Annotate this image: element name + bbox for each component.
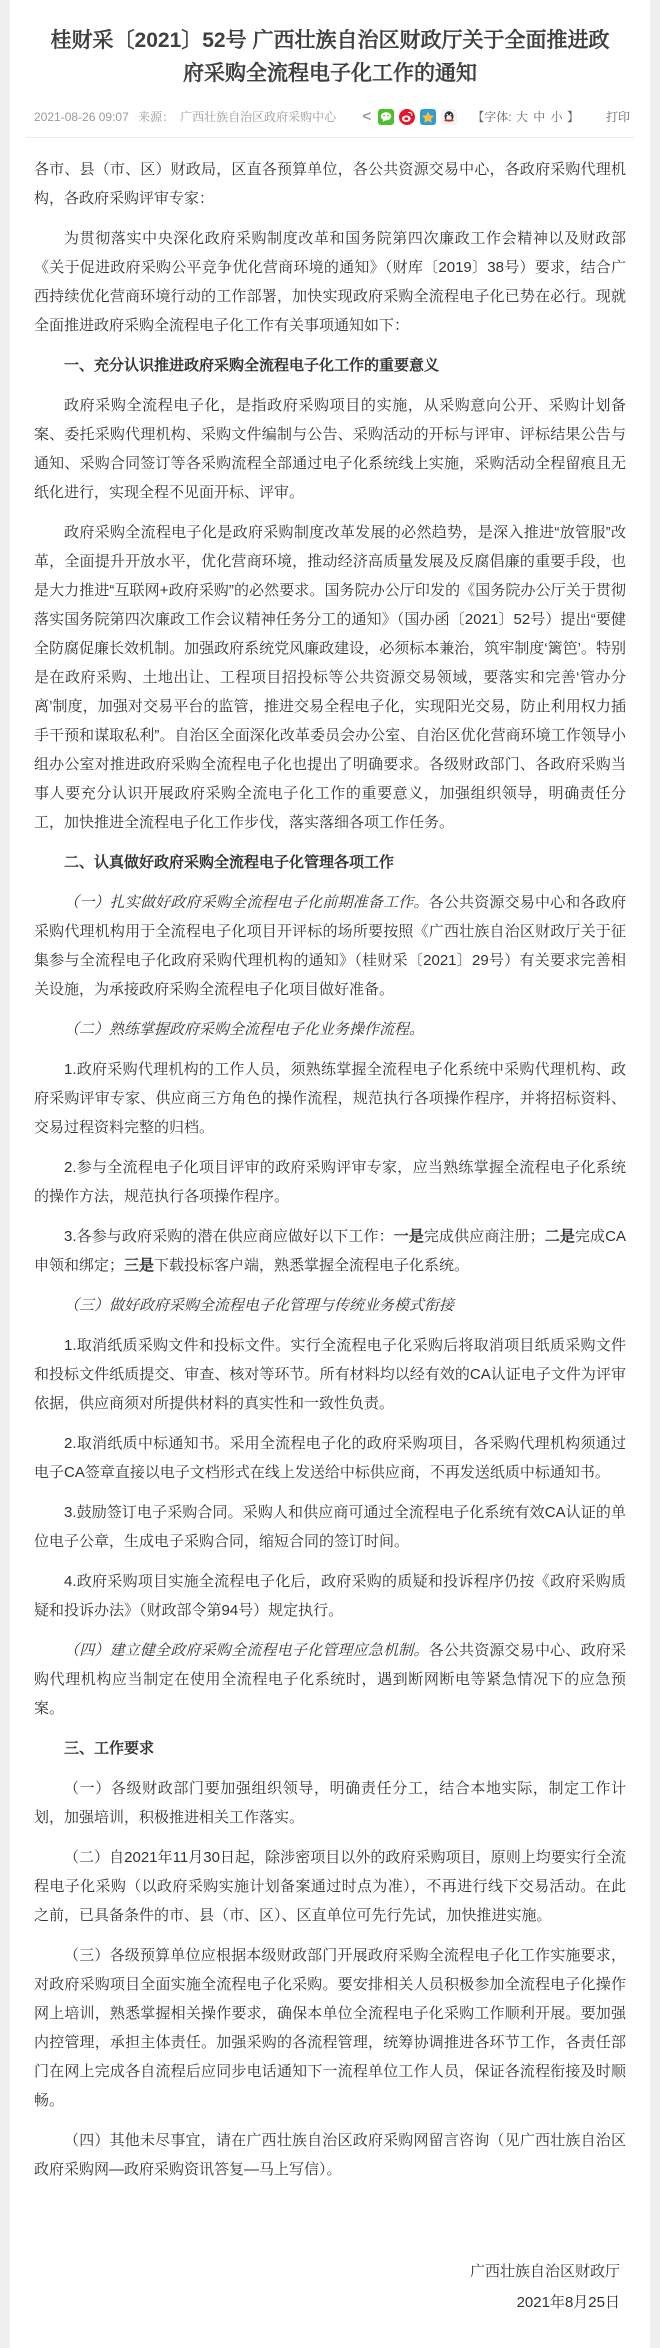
font-size-medium[interactable]: 中 [533, 110, 546, 124]
text-segment: 二是 [544, 1228, 575, 1245]
text-segment: 完成CA申领和绑定； [34, 1228, 626, 1274]
article-page [10, 0, 650, 2348]
text-segment: 二、认真做好政府采购全流程电子化管理各项工作 [64, 854, 395, 871]
paragraph [34, 1331, 626, 1418]
publish-date: 2021-08-26 09:07 [34, 110, 129, 124]
text-segment: （四）其他未尽事宜，请在广西壮族自治区政府采购网留言咨询（见广西壮族自治区政府采购网—政府采购资讯答复—马上写信）。 [34, 2132, 626, 2178]
text-segment: 政府采购全流程电子化是政府采购制度改革发展的必然趋势，是深入推进“放管服”改革，全面提升开放水平，优化营商环境，推动经济高质量发展及反腐倡廉的重要手段，也是大力推进“互联网+政府采购”的必然要求。国务院办公厅印发的《国务院办公厅关于贯彻落实国务院第四次廉政工作会议精神任务分工的通知》（国办函〔2021〕52号）提出“要健全防腐促廉长效机制。加强政府系统党风廉政建设，必须标本兼治，筑牢制度‘篱笆’。特别是在政府采购、土地出让、工程项目招投标等公共资源交易领域，要落实和完善‘管办分离’制度，加强对交易平台的监管，推进交易全程电子化，实现阳光交易，防止利用权力插手干预和谋取私利”。自治区全面深化改革委员会办公室、自治区优化营商环境工作领导小组办公室对推进政府采购全流程电子化也提出了明确要求。各级财政部门、各政府采购当事人要充分认识开展政府采购全流电子化工作的重要意义，加强组织领导，明确责任分工，加快推进全流程电子化工作步伐，落实落细各项工作任务。 [34, 524, 626, 831]
meta-info [34, 108, 342, 125]
paragraph [34, 1055, 626, 1142]
source-value: 广西壮族自治区政府采购中心 [180, 110, 337, 124]
text-segment: 一是 [393, 1228, 424, 1245]
paragraph [34, 888, 626, 1004]
paragraph [34, 224, 626, 340]
signature-block [26, 2256, 634, 2318]
text-segment: 政府采购全流程电子化，是指政府采购项目的实施，从采购意向公开、采购计划备案、委托采购代理机构、采购文件编制与公告、采购活动的开标与评审、评标结果公告与通知、采购合同签订等各采购流程全部通过电子化系统线上实施，采购活动全程留痕且无纸化进行，实现全程不见面开标、评审。 [34, 397, 626, 501]
signature-org: 广西壮族自治区财政厅 [469, 2263, 620, 2280]
weibo-icon[interactable] [399, 109, 415, 125]
qq-icon[interactable] [441, 109, 457, 125]
qzone-icon[interactable] [420, 109, 436, 125]
font-widget-suffix: 】 [566, 110, 579, 124]
text-segment: 三、工作要求 [64, 1740, 155, 1757]
font-widget-prefix: 【字体: [472, 110, 512, 124]
text-segment: 4.政府采购项目实施全流程电子化后，政府采购的质疑和投诉程序仍按《政府采购质疑和投诉办法》（财政部令第94号）规定执行。 [34, 1573, 626, 1619]
paragraph [34, 1941, 626, 2115]
text-segment: 2.参与全流程电子化项目评审的政府采购评审专家，应当熟练掌握全流程电子化系统的操作方法，规范执行各项操作程序。 [34, 1159, 626, 1205]
paragraph [34, 1222, 626, 1280]
paragraph [34, 518, 626, 837]
font-size-small[interactable]: 小 [550, 110, 563, 124]
paragraph [34, 155, 626, 213]
paragraph [34, 1429, 626, 1487]
paragraph [34, 1843, 626, 1930]
paragraph [34, 1153, 626, 1211]
text-segment: 完成供应商注册； [423, 1228, 545, 1245]
paragraph [34, 1015, 626, 1044]
text-segment: 2.取消纸质中标通知书。采用全流程电子化的政府采购项目，各采购代理机构须通过电子CA签章直接以电子文档形式在线上发送给中标供应商，不再发送纸质中标通知书。 [34, 1435, 626, 1481]
paragraph [34, 1291, 626, 1320]
paragraph [34, 1498, 626, 1556]
section-heading [34, 1734, 626, 1763]
text-segment: 各市、县（市、区）财政局，区直各预算单位，各公共资源交易中心，各政府采购代理机构，各政府采购评审专家： [34, 161, 626, 207]
text-segment: 3.鼓励签订电子采购合同。采购人和供应商可通过全流程电子化系统有效CA认证的单位电子公章，生成电子采购合同，缩短合同的签订时间。 [34, 1504, 626, 1550]
text-segment: （三）各级预算单位应根据本级财政部门开展政府采购全流程电子化工作实施要求，对政府采购项目全面实施全流程电子化采购。要安排相关人员积极参加全流程电子化操作网上培训，熟悉掌握相关操作要求，确保本单位全流程电子化采购工作顺利开展。要加强内控管理，承担主体责任。加强采购的各流程管理，统筹协调推进各环节工作，各责任部门在网上完成各自流程后应同步电话通知下一流程单位工作人员，保证各流程衔接及时顺畅。 [34, 1947, 626, 2109]
text-segment: 1.取消纸质采购文件和投标文件。实行全流程电子化采购后将取消项目纸质采购文件和投标文件纸质提交、审查、核对等环节。所有材料均以经有效的CA认证电子文件为评审依据，供应商须对所提供材料的真实性和一致性负责。 [34, 1337, 626, 1412]
print-button[interactable]: 打印 [605, 110, 630, 124]
section-heading [34, 848, 626, 877]
source-label: 来源： [138, 110, 175, 124]
text-segment: 一、充分认识推进政府采购全流程电子化工作的重要意义 [64, 357, 440, 374]
share-arrow-icon[interactable]: < [362, 108, 372, 125]
text-segment: 三是 [124, 1257, 155, 1274]
section-heading [34, 351, 626, 380]
paragraph [34, 1567, 626, 1625]
meta-bar [26, 104, 634, 138]
text-segment: （三）做好政府采购全流程电子化管理与传统业务模式衔接 [64, 1296, 455, 1314]
article-body [26, 138, 634, 2184]
text-segment: 3.各参与政府采购的潜在供应商应做好以下工作： [64, 1228, 394, 1245]
paragraph [34, 391, 626, 507]
signature-date: 2021年8月25日 [516, 2294, 620, 2311]
page-title: 桂财采〔2021〕52号 广西壮族自治区财政厅关于全面推进政府采购全流程电子化工作的通知 [50, 29, 610, 85]
text-segment: （一）扎实做好政府采购全流程电子化前期准备工作。 [64, 893, 429, 911]
font-size-large[interactable]: 大 [515, 110, 528, 124]
text-segment: 各公共资源交易中心和各政府采购代理机构用于全流程电子化项目开评标的场所要按照《广西壮族自治区财政厅关于征集参与全流程电子化政府采购代理机构的通知》（桂财采〔2021〕29号）有关要求完善相关设施，为承接政府采购全流程电子化项目做好准备。 [34, 894, 626, 998]
text-segment: 下载投标客户端，熟悉掌握全流程电子化系统。 [154, 1257, 470, 1274]
text-segment: 为贯彻落实中央深化政府采购制度改革和国务院第四次廉政工作会精神以及财政部《关于促进政府采购公平竞争优化营商环境的通知》（财库〔2019〕38号）要求，结合广西持续优化营商环境行动的工作部署，加快实现政府采购全流程电子化已势在必行。现就全面推进政府采购全流程电子化工作有关事项通知如下： [34, 230, 626, 334]
text-segment: 各公共资源交易中心、政府采购代理机构应当制定在使用全流程电子化系统时，遇到断网断电等紧急情况下的应急预案。 [34, 1642, 626, 1717]
paragraph [34, 1774, 626, 1832]
text-segment: （四）建立健全政府采购全流程电子化管理应急机制。 [64, 1641, 429, 1659]
text-segment: （一）各级财政部门要加强组织领导，明确责任分工，结合本地实际，制定工作计划，加强培训，积极推进相关工作落实。 [34, 1780, 626, 1826]
text-segment: （二）自2021年11月30日起，除涉密项目以外的政府采购项目，原则上均要实行全流程电子化采购（以政府采购实施计划备案通过时点为准），不再进行线下交易活动。在此之前，已具备条件的市、县（市、区）、区直单位可先行先试，加快推进实施。 [34, 1849, 626, 1924]
text-segment: 1.政府采购代理机构的工作人员，须熟练掌握全流程电子化系统中采购代理机构、政府采购评审专家、供应商三方角色的操作流程，规范执行各项操作程序，并将招标资料、交易过程资料完整的归档。 [34, 1061, 626, 1136]
text-segment: （二）熟练掌握政府采购全流程电子化业务操作流程。 [64, 1020, 425, 1038]
meta-tools [362, 108, 630, 125]
font-size-widget [472, 108, 579, 125]
paragraph [34, 1636, 626, 1723]
wechat-icon[interactable] [378, 109, 394, 125]
paragraph [34, 2126, 626, 2184]
